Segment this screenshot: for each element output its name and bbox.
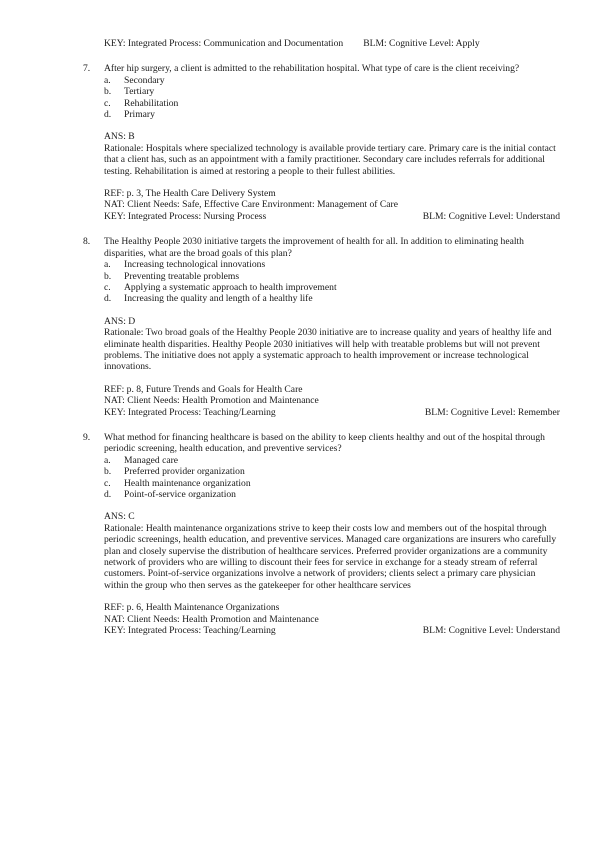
choice-text: Preferred provider organization — [124, 466, 245, 478]
choice-text: Increasing the quality and length of a healthy life — [124, 293, 313, 305]
choice-letter: b. — [104, 270, 112, 282]
choice-letter: b. — [104, 466, 112, 478]
answer-choices — [104, 75, 560, 121]
choice-b — [104, 466, 560, 477]
choice-text: Secondary — [124, 74, 165, 86]
ref-line: REF: p. 6, Health Maintenance Organizations — [104, 602, 280, 614]
choice-c — [104, 478, 560, 489]
question-stem: What method for financing healthcare is based on the ability to keep clients healthy and out of the hospital through periodic screening, health education, and preventive services? — [104, 431, 545, 455]
choice-letter: a. — [104, 74, 111, 86]
answer-line: ANS: C — [104, 511, 135, 523]
choice-text: Increasing technological innovations — [124, 259, 266, 271]
choice-a — [104, 75, 560, 86]
answer-choices — [104, 259, 560, 305]
choice-letter: a. — [104, 259, 111, 271]
question-number: 7. — [83, 63, 91, 75]
choice-b — [104, 271, 560, 282]
key-row — [104, 625, 560, 636]
choice-d — [104, 293, 560, 304]
choice-d — [104, 489, 560, 500]
question-number: 8. — [83, 236, 91, 248]
ref-line: REF: p. 3, The Health Care Delivery System — [104, 188, 276, 200]
key-row — [104, 407, 560, 418]
choice-text: Preventing treatable problems — [124, 270, 240, 282]
choice-text: Rehabilitation — [124, 97, 179, 109]
key-row — [104, 211, 560, 222]
choice-text: Health maintenance organization — [124, 477, 251, 489]
question-stem: The Healthy People 2030 initiative targets the improvement of health for all. In addition to eliminating health disparities, what are the broad goals of this plan? — [104, 236, 524, 259]
blm-text: BLM: Cognitive Level: Understand — [422, 625, 560, 637]
question-number: 9. — [83, 431, 91, 443]
rationale: Rationale: Two broad goals of the Healthy People 2030 initiative are to increase quality and years of healthy life and eliminate health disparities. Healthy People 2030 initiatives will help with treatable problems but will not prevent problems. The initiative does not apply a systematic approach to health improvement or increase technological innovations. — [104, 327, 552, 373]
rationale: Rationale: Health maintenance organizations strive to keep their costs low and members out of the hospital through periodic screenings, health education, and preventive services. Managed care organizations are insurers who carefully plan and closely supervise the distribution of healthcare services. Preferred provider organizations are a community network of providers who are willing to discount their fees for service in exchange for a steady stream of referral customers. Point-of-service organizations involve a network of providers; clients select a primary care physician within the group who then serves as the gatekeeper for other healthcare services — [104, 522, 557, 591]
question-8 — [83, 236, 560, 418]
choice-a — [104, 455, 560, 466]
choice-letter: c. — [104, 477, 111, 489]
choice-c — [104, 98, 560, 109]
rationale: Rationale: Hospitals where specialized technology is available provide tertiary care. Primary care is the initial contact that a client has, such as an appointment with a family practitioner. Secondary care includes referrals for additional testing. Rehabilitation is aimed at restoring a people to their fullest abilities. — [104, 142, 556, 177]
nat-line: NAT: Client Needs: Safe, Effective Care Environment: Management of Care — [104, 199, 398, 211]
blm-text: BLM: Cognitive Level: Understand — [422, 210, 560, 222]
choice-d — [104, 109, 560, 120]
key-text: KEY: Integrated Process: Communication and Documentation — [104, 38, 344, 49]
choice-letter: d. — [104, 489, 112, 500]
question-metadata — [104, 602, 560, 636]
question-9 — [83, 431, 560, 637]
question-metadata — [104, 188, 560, 222]
key-text: KEY: Integrated Process: Teaching/Learning — [104, 625, 276, 637]
choice-b — [104, 86, 560, 97]
question-stem: After hip surgery, a client is admitted to the rehabilitation hospital. What type of care is the client receiving? — [104, 63, 520, 75]
choice-text: Primary — [124, 109, 155, 121]
question-metadata — [104, 384, 560, 418]
blm-text: BLM: Cognitive Level: Remember — [424, 406, 560, 418]
choice-text: Managed care — [124, 454, 179, 466]
key-text: KEY: Integrated Process: Nursing Process — [104, 210, 267, 222]
ref-line: REF: p. 8, Future Trends and Goals for Health Care — [104, 383, 303, 395]
choice-c — [104, 282, 560, 293]
nat-line: NAT: Client Needs: Health Promotion and Maintenance — [104, 613, 319, 625]
choice-text: Tertiary — [124, 86, 155, 98]
blm-text: BLM: Cognitive Level: Apply — [363, 38, 480, 49]
choice-a — [104, 259, 560, 270]
nat-line: NAT: Client Needs: Health Promotion and Maintenance — [104, 395, 319, 407]
question-7 — [83, 63, 560, 222]
choice-letter: c. — [104, 97, 111, 109]
choice-text: Point-of-service organization — [124, 489, 236, 500]
choice-text: Applying a systematic approach to health improvement — [124, 281, 337, 293]
choice-letter: d. — [104, 109, 112, 121]
choice-letter: c. — [104, 281, 111, 293]
answer-line: ANS: B — [104, 131, 135, 143]
answer-line: ANS: D — [104, 315, 136, 327]
previous-question-key — [104, 38, 560, 49]
answer-choices — [104, 455, 560, 501]
choice-letter: b. — [104, 86, 112, 98]
key-text: KEY: Integrated Process: Teaching/Learning — [104, 406, 276, 418]
choice-letter: d. — [104, 293, 112, 305]
choice-letter: a. — [104, 454, 111, 466]
